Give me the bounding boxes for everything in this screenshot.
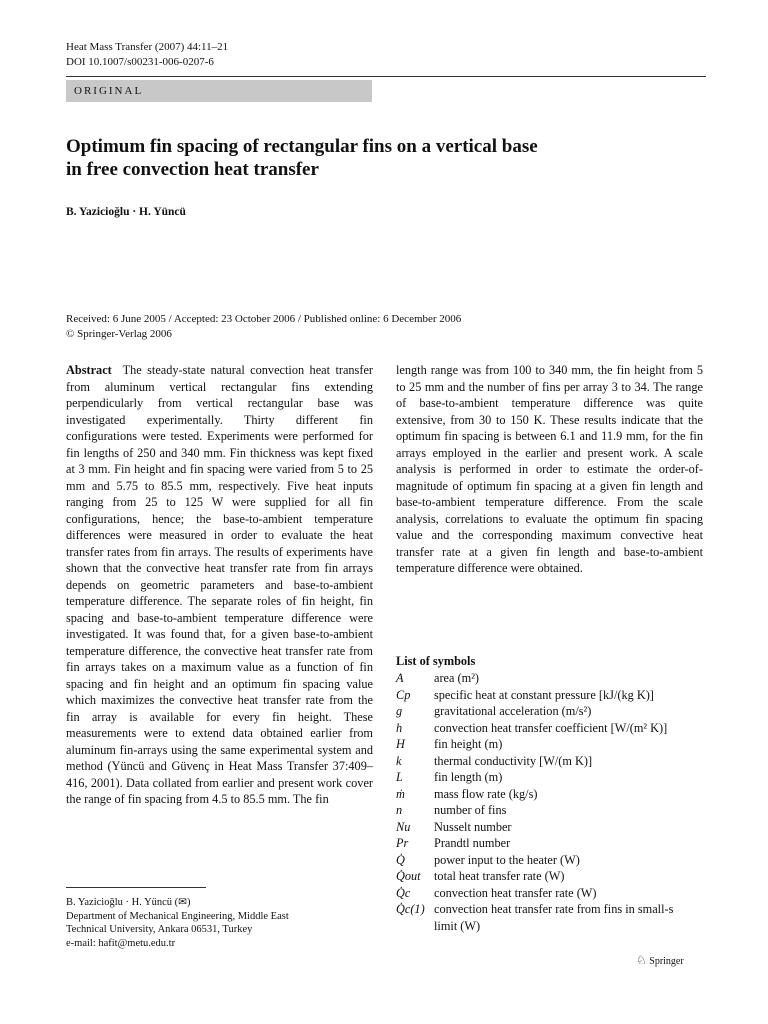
symbol-glyph: L	[396, 770, 403, 784]
symbol-glyph: H	[396, 737, 405, 751]
footnote-rule	[66, 887, 206, 888]
journal-citation: Heat Mass Transfer (2007) 44:11–21	[66, 41, 229, 53]
symbol-row	[396, 852, 704, 869]
publisher-mark	[636, 953, 684, 968]
symbol-description: Prandtl number	[434, 836, 511, 850]
symbol-glyph: Q̇out	[396, 869, 421, 883]
journal-header	[66, 40, 228, 70]
symbol-description: Nusselt number	[434, 819, 512, 834]
symbol-row	[396, 918, 704, 935]
symbol-row	[396, 687, 704, 704]
springer-horse-icon: ♘	[636, 953, 647, 967]
symbol-glyph: Q̇	[396, 852, 405, 867]
symbol-description: specific heat at constant pressure [kJ/(kg K)]	[434, 687, 654, 702]
symbol-glyph: Cp	[396, 687, 411, 702]
symbol-glyph: ṁ	[396, 786, 405, 801]
symbol-glyph: g	[396, 704, 403, 718]
abstract-column-2: length range was from 100 to 340 mm, the fin height from 5 to 25 mm and the number of fins per array 3 to 34. The range of base-to-ambient temperature difference was quite extensive, from 30 to 150 K. These results indicate that the optimum fin spacing is between 6.1 and 11.9 mm, for the fin arrays employed in the earlier and present work. A scale analysis is performed in order to estimate the order-of-magnitude of optimum fin spacing at a given fin length and base-to-ambient temperature difference. From the scale analysis, correlations to evaluate the optimum fin spacing value and the corresponding maximum convective heat transfer rate at a given fin length and base-to-ambient temperature difference were obtained.	[396, 363, 703, 575]
section-banner: ORIGINAL	[66, 80, 372, 102]
affiliation-authors: B. Yazicioğlu · H. Yüncü (✉)	[66, 897, 191, 908]
symbol-row	[396, 703, 704, 720]
symbol-row	[396, 769, 704, 786]
symbol-row	[396, 786, 704, 803]
abstract-heading: Abstract	[66, 363, 112, 377]
symbol-description: limit (W)	[434, 918, 481, 933]
symbol-description: gravitational acceleration (m/s²)	[434, 704, 592, 718]
symbol-row	[396, 885, 704, 902]
author-list: B. Yazicioğlu · H. Yüncü	[66, 206, 186, 218]
symbol-description: power input to the heater (W)	[434, 852, 580, 867]
abstract-text-1: The steady-state natural convection heat transfer from aluminum vertical rectangular fins extending perpendicularly from vertical rectangular base was investigated experimentally. Thirty different fin configurations were tested. Experiments were performed for fin lengths of 250 and 340 mm. Fin thickness was kept fixed at 3 mm. Fin height and fin spacing were varied from 5 to 25 mm and 5.75 to 85.5 mm, respectively. Five heat inputs ranging from 25 to 125 W were supplied for all fin configurations, hence; the base-to-ambient temperature differences were measured in order to evaluate the heat transfer rates from fin arrays. The results of experiments have shown that the convective heat transfer rate from fin arrays depends on geometric parameters and base-to-ambient temperature difference. The separate roles of fin height, fin spacing and base-to-ambient temperature difference were investigated. It was found that, for a given base-to-ambient temperature difference, the convective heat transfer rate from fin arrays takes on a maximum value as a function of fin spacing and fin height and an optimum fin spacing value which maximizes the convective heat transfer rate from the fin array is available for every fin height. These measurements were to extend data obtained earlier from aluminum fin-arrays using the same experimental system and method (Yüncü and Güvenç in Heat Mass Transfer 37:409–416, 2001). Data collated from earlier and present work cover the range of fin spacing from 4.5 to 85.5 mm. The fin	[66, 363, 373, 806]
title-line-2: in free convection heat transfer	[66, 159, 319, 180]
symbol-row	[396, 720, 704, 737]
symbols-table	[396, 670, 704, 934]
symbol-description: fin height (m)	[434, 737, 503, 751]
symbol-description: thermal conductivity [W/(m K)]	[434, 753, 593, 768]
symbol-row	[396, 802, 704, 819]
symbol-description: area (m²)	[434, 671, 479, 685]
copyright-notice: © Springer-Verlag 2006	[66, 328, 172, 340]
symbol-description: convection heat transfer rate (W)	[434, 885, 597, 900]
publisher-name: Springer	[649, 956, 684, 967]
affiliation-footnote	[66, 896, 289, 950]
symbol-glyph: h	[396, 720, 403, 735]
affiliation-univ: Technical University, Ankara 06531, Turkey	[66, 924, 253, 935]
publication-dates	[66, 312, 461, 342]
symbol-glyph: Q̇c	[396, 885, 411, 900]
header-rule	[66, 76, 706, 77]
symbol-description: convection heat transfer coefficient [W/(m² K)]	[434, 720, 668, 735]
title-line-1: Optimum fin spacing of rectangular fins on a vertical base	[66, 136, 538, 157]
abstract-column-1	[66, 362, 373, 808]
paper-title	[66, 135, 706, 181]
symbol-row	[396, 670, 704, 687]
symbol-glyph: Pr	[396, 836, 409, 850]
symbol-description: mass flow rate (kg/s)	[434, 786, 538, 801]
symbol-glyph: A	[396, 671, 404, 685]
symbol-description: total heat transfer rate (W)	[434, 869, 565, 883]
symbol-row	[396, 736, 704, 753]
symbol-glyph: Q̇c(1)	[396, 902, 425, 916]
journal-doi: DOI 10.1007/s00231-006-0207-6	[66, 56, 214, 68]
symbols-heading: List of symbols	[396, 654, 476, 668]
symbol-row	[396, 868, 704, 885]
symbol-row	[396, 819, 704, 836]
affiliation-email[interactable]: e-mail: hafit@metu.edu.tr	[66, 937, 176, 949]
symbol-description: convection heat transfer rate from fins in small-s	[434, 902, 674, 916]
symbol-row	[396, 901, 704, 918]
symbol-row	[396, 835, 704, 852]
symbol-description: number of fins	[434, 803, 507, 817]
received-dates: Received: 6 June 2005 / Accepted: 23 October 2006 / Published online: 6 December 2006	[66, 313, 462, 325]
symbol-glyph: n	[396, 803, 403, 817]
symbol-glyph: Nu	[396, 819, 411, 834]
symbol-row	[396, 753, 704, 770]
symbol-glyph	[396, 918, 434, 935]
symbol-glyph: k	[396, 753, 402, 768]
symbol-description: fin length (m)	[434, 770, 503, 784]
affiliation-dept: Department of Mechanical Engineering, Middle East	[66, 910, 289, 922]
